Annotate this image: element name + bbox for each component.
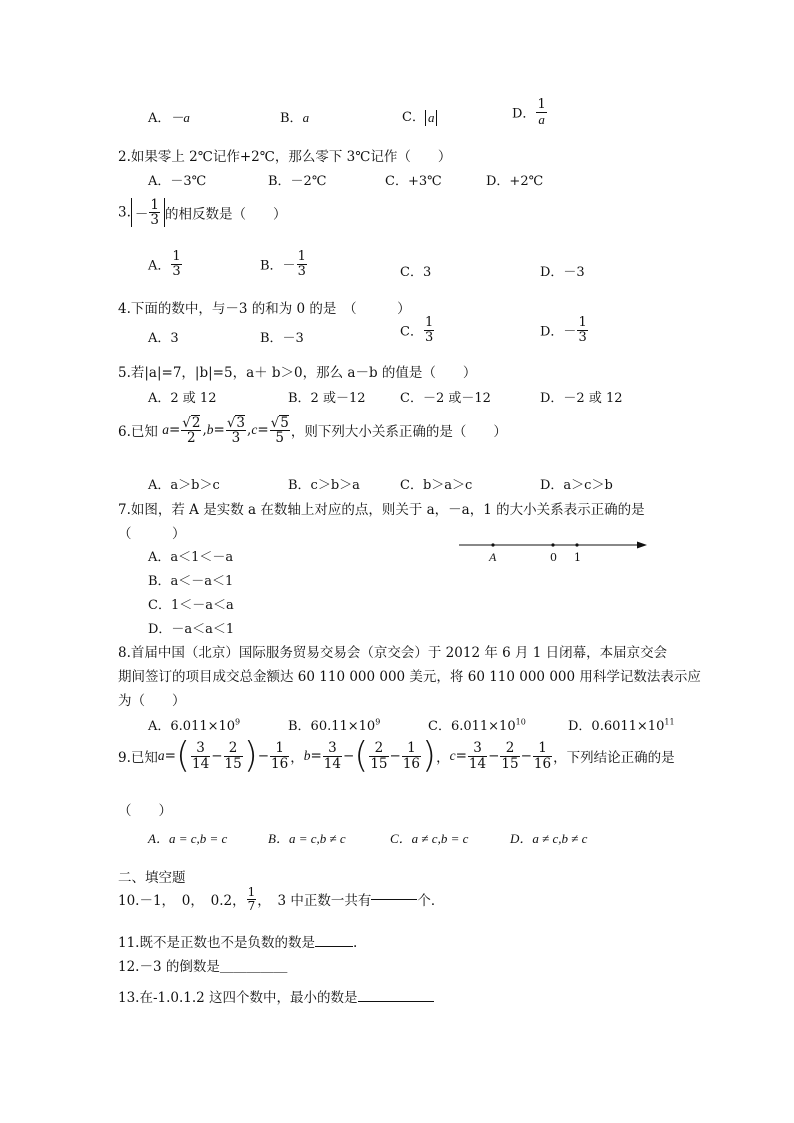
q5-option-b: B．2 或－12 xyxy=(288,391,366,406)
q9-stem: 9.已知a=( $\frac{3}{14}$ − $\frac{2}{15}$ )− $\frac{1}{16}$ ，b= $\frac{3}{14}$ −( $\frac{2}{15}$ − $\frac{1}{16}$ )，c= $\frac{3}{14}$ − $\frac{2}{15}$ − $\frac{1}{16}$ ，下列结论正确的是 xyxy=(118,735,675,776)
q1-option-a: A．－a xyxy=(148,110,190,126)
q2-option-a: A．－3℃ xyxy=(148,174,207,189)
q12-stem: 12.－3 的倒数是＿＿＿＿＿ xyxy=(118,959,288,975)
q2-option-c: C．+3℃ xyxy=(385,174,442,189)
q11-answer-blank[interactable] xyxy=(315,946,353,947)
q7-option-b: B．a＜－a＜1 xyxy=(148,574,234,589)
q7-option-c: C．1＜－a＜a xyxy=(148,598,234,613)
q9-option-d: D．a ≠ c,b ≠ c xyxy=(510,831,588,846)
q2-option-b: B．－2℃ xyxy=(268,174,327,189)
q6-option-c: C．b＞a＞c xyxy=(400,478,473,493)
point-one-dot xyxy=(575,543,578,546)
q4-option-a: A．3 xyxy=(148,331,179,346)
section-heading: 二、填空题 xyxy=(118,870,186,886)
q4-option-b: B．－3 xyxy=(260,331,304,346)
q13-stem: 13.在-1.0.1.2 这四个数中，最小的数是 xyxy=(118,986,434,1006)
q2-option-d: D．+2℃ xyxy=(486,174,544,189)
q7-option-d: D．－a＜a＜1 xyxy=(148,622,235,637)
q9-paren: （ ） xyxy=(118,803,172,819)
q6-option-d: D．a＞c＞b xyxy=(540,478,613,493)
q4-option-c: C． $\frac{1}{3}$ xyxy=(400,315,434,345)
q9-option-b: B．a = c,b ≠ c xyxy=(268,831,346,846)
q3-option-b: B．－ $\frac{1}{3}$ xyxy=(260,249,306,279)
q6-option-a: A．a＞b＞c xyxy=(148,478,220,493)
axis-label-a: A xyxy=(489,550,497,564)
q4-stem: 4.下面的数中，与－3 的和为 0 的是 （ ） xyxy=(118,301,411,317)
q10-stem: 10.－1， 0， 0.2， $\frac{1}{7}$ ， 3 中正数一共有 个． xyxy=(118,885,445,913)
q5-option-a: A．2 或 12 xyxy=(148,391,217,406)
q11-stem: 11.既不是正数也不是负数的数是 . xyxy=(118,935,358,951)
q8-option-c: C．$6.011\times 10^{10}$ xyxy=(428,717,526,734)
q8-option-d: D．$0.6011\times 10^{11}$ xyxy=(568,717,675,734)
q9-option-c: C．a ≠ c,b = c xyxy=(390,831,469,846)
q5-stem: 5.若|a|=7，|b|=5，a＋ b＞0，那么 a－b 的值是（ ） xyxy=(118,365,477,381)
axis-label-zero: 0 xyxy=(550,551,557,564)
q7-option-a: A．a＜1＜－a xyxy=(148,550,234,565)
q8-option-b: B．$60.11\times 10^9$ xyxy=(288,717,381,734)
point-zero-dot xyxy=(551,543,554,546)
q8-option-a: A．$6.011\times 10^9$ xyxy=(148,717,241,734)
q9-option-a: A．a = c,b = c xyxy=(148,831,228,846)
q13-answer-blank[interactable] xyxy=(358,1001,434,1002)
q3-option-a: A． $\frac{1}{3}$ xyxy=(148,249,181,279)
arrow-right-icon xyxy=(637,542,647,549)
q1-option-b: B．a xyxy=(280,110,310,126)
q8-line3: 为（ ） xyxy=(118,693,186,709)
q3-stem: 3. － $\frac{1}{3}$ 的相反数是（ ） xyxy=(118,197,287,229)
q5-option-d: D．－2 或 12 xyxy=(540,391,623,406)
q6-option-b: B．c＞b＞a xyxy=(288,478,360,493)
q1-option-d: D． $\frac{1}{a}$ xyxy=(512,97,546,127)
q3-option-d: D．－3 xyxy=(540,265,585,280)
q1-option-c: C． a xyxy=(402,106,437,126)
q6-stem: 6.已知 a= $\frac{√2}{2}$ ,b= $\frac{√3}{3}$ ,c= $\frac{√5}{5}$ ，则下列大小关系正确的是（ ） xyxy=(118,415,507,447)
q8-line1: 8.首届中国（北京）国际服务贸易交易会（京交会）于 2012 年 6 月 1 日闭幕，本届京交会 xyxy=(118,645,668,661)
q5-option-c: C．－2 或－12 xyxy=(400,391,491,406)
q8-line2: 期间签订的项目成交总金额达 60 110 000 000 美元，将 60 110 000 000 用科学记数法表示应 xyxy=(118,669,701,685)
point-a-dot xyxy=(491,543,494,546)
q3-option-c: C．3 xyxy=(400,265,432,280)
q7-paren: （ ） xyxy=(118,526,186,542)
q10-answer-blank[interactable] xyxy=(371,899,417,900)
q4-option-d: D．－ $\frac{1}{3}$ xyxy=(540,315,587,345)
q2-stem: 2.如果零上 2℃记作+2℃，那么零下 3℃记作（ ） xyxy=(118,149,452,165)
q7-stem: 7.如图，若 A 是实数 a 在数轴上对应的点，则关于 a，－a，1 的大小关系表示正确的是 xyxy=(118,502,645,518)
axis-label-one: 1 xyxy=(574,551,581,564)
